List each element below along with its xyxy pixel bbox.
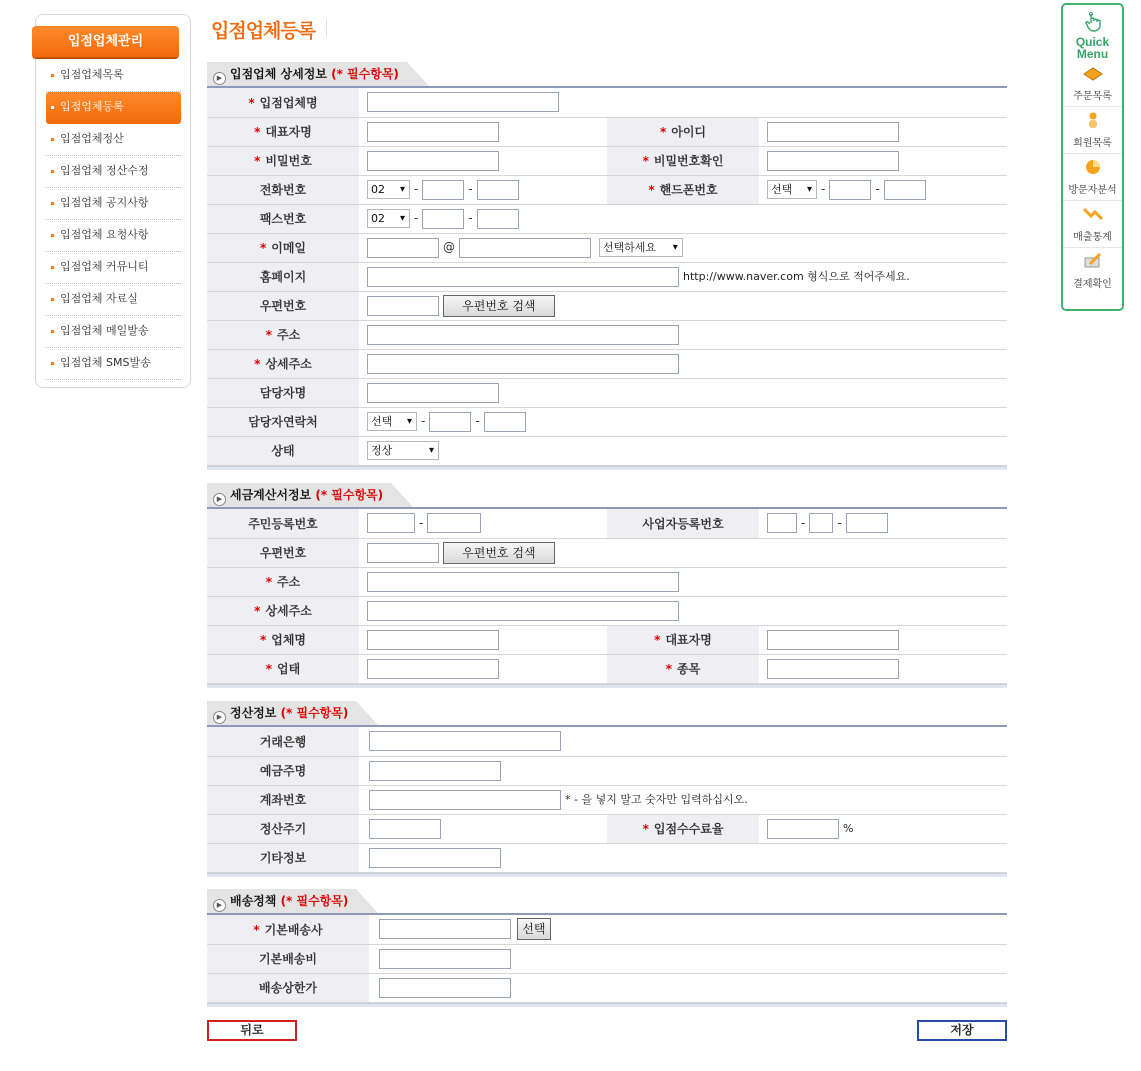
tax-section [207, 483, 1007, 688]
tax-ceo-input[interactable] [767, 630, 899, 650]
arrow-right-icon: ▶ [213, 899, 226, 912]
tax-section-tab [207, 483, 391, 507]
label-tax-zipcode: 우편번호 [207, 538, 359, 567]
resident-no-back-input[interactable] [427, 513, 481, 533]
bank-input[interactable] [369, 731, 561, 751]
label-business-type: * 업태 [207, 654, 359, 683]
sidebar-item-sms[interactable]: 입점업체 SMS발송 [46, 348, 181, 380]
required-note: (* 필수항목) [280, 894, 349, 908]
delivery-company-input[interactable] [379, 919, 511, 939]
label-mobile: * 핸드폰번호 [607, 175, 759, 204]
label-delivery-limit: 배송상한가 [207, 973, 369, 1002]
label-manager-contact: 담당자연락처 [207, 407, 359, 436]
page-title: 입점업체등록 [211, 20, 316, 42]
email-domain-select[interactable]: 선택하세요 ▾ [599, 238, 683, 257]
business-no-3-input[interactable] [846, 513, 888, 533]
label-address-detail: * 상세주소 [207, 349, 359, 378]
quick-menu-header [1063, 5, 1122, 60]
sidebar-item-archive[interactable]: 입점업체 자료실 [46, 284, 181, 316]
ceo-input[interactable] [367, 122, 499, 142]
title-divider [326, 20, 327, 36]
fax-last-input[interactable] [477, 209, 519, 229]
quick-menu-title-2: Menu [1076, 47, 1109, 61]
label-account: 계좌번호 [207, 785, 359, 814]
zipcode-search-button[interactable]: 우편번호 검색 [443, 295, 555, 317]
detail-section-tab [207, 62, 407, 86]
fee-input[interactable] [767, 819, 839, 839]
left-nav-title: 입점업체관리 [32, 26, 179, 57]
quick-menu [1061, 3, 1124, 311]
cycle-input[interactable] [369, 819, 441, 839]
label-resident-no: 주민등록번호 [207, 509, 359, 538]
label-cycle: 정산주기 [207, 814, 359, 843]
delivery-section [207, 889, 1007, 1007]
mobile-prefix-select[interactable]: 선택 ▾ [767, 180, 817, 199]
delivery-form-table [207, 915, 1007, 1003]
settle-section-title: 정산정보 [230, 706, 277, 720]
quick-item-members[interactable]: 회원목록 [1063, 111, 1122, 154]
password-confirm-input[interactable] [767, 151, 899, 171]
phone-last-input[interactable] [477, 180, 519, 200]
label-fee: * 입점수수료율 [607, 814, 759, 843]
label-manager: 담당자명 [207, 378, 359, 407]
label-delivery-fee: 기본배송비 [207, 944, 369, 973]
sidebar-item-request[interactable]: 입점업체 요청사항 [46, 220, 181, 252]
settle-section [207, 701, 1007, 877]
tax-zipcode-input[interactable] [367, 543, 439, 563]
label-business-item: * 종목 [607, 654, 759, 683]
label-fax: 팩스번호 [207, 204, 359, 233]
business-no-2-input[interactable] [809, 513, 833, 533]
label-phone: 전화번호 [207, 175, 359, 204]
label-tax-company: * 업체명 [207, 625, 359, 654]
label-zipcode: 우편번호 [207, 291, 359, 320]
fax-area-select[interactable]: 02 ▾ [367, 209, 410, 228]
mobile-last-input[interactable] [884, 180, 926, 200]
delivery-limit-input[interactable] [379, 978, 511, 998]
sidebar-item-vendor-settlement[interactable]: 입점업체정산 [46, 124, 181, 156]
company-name-input[interactable] [367, 92, 559, 112]
hand-pointer-icon [1082, 11, 1104, 33]
manager-last-input[interactable] [484, 412, 526, 432]
label-delivery-company: * 기본배송사 [207, 915, 369, 944]
save-button[interactable]: 저장 [917, 1020, 1007, 1041]
quick-item-orders[interactable]: 주문목록 [1063, 64, 1122, 107]
manager-name-input[interactable] [367, 383, 499, 403]
tax-address-detail-input[interactable] [367, 601, 679, 621]
arrow-right-icon: ▶ [213, 711, 226, 724]
tax-zipcode-search-button[interactable]: 우편번호 검색 [443, 542, 555, 564]
sales-icon [1082, 205, 1104, 223]
tax-company-input[interactable] [367, 630, 499, 650]
password-input[interactable] [367, 151, 499, 171]
sidebar-item-mail[interactable]: 입점업체 메일발송 [46, 316, 181, 348]
homepage-input[interactable] [367, 267, 679, 287]
zipcode-input[interactable] [367, 296, 439, 316]
left-nav-list [46, 60, 181, 380]
sidebar-item-settlement-edit[interactable]: 입점업체 정산수정 [46, 156, 181, 188]
address-input[interactable] [367, 325, 679, 345]
holder-input[interactable] [369, 761, 501, 781]
fee-unit: % [843, 822, 854, 835]
tax-form-table: 주민등록번호 - 사업자등록번호 - - 우편번호 우편번호 검색 * 주소 * 상세주소 * 업체명 * 대표자명 * 업태 * 종목 [207, 509, 1007, 684]
account-hint: * - 을 넣지 말고 숫자만 입력하십시오. [565, 793, 748, 806]
label-status: 상태 [207, 436, 359, 465]
detail-section [207, 62, 1007, 470]
label-address: * 주소 [207, 320, 359, 349]
required-note: (* 필수항목) [331, 67, 399, 81]
status-select[interactable]: 정상 ▾ [367, 441, 439, 460]
account-input[interactable] [369, 790, 561, 810]
manager-prefix-select[interactable]: 선택 ▾ [367, 412, 417, 431]
label-password-confirm: * 비밀번호확인 [607, 146, 759, 175]
label-holder: 예금주명 [207, 756, 359, 785]
sidebar-item-vendor-list[interactable]: 입점업체목록 [46, 60, 181, 92]
delivery-section-title: 배송정책 [230, 894, 277, 908]
back-button[interactable]: 뒤로 [207, 1020, 297, 1041]
delivery-company-select-button[interactable]: 선택 [517, 918, 551, 940]
arrow-right-icon: ▶ [213, 72, 226, 85]
email-id-input[interactable] [367, 238, 439, 258]
arrow-right-icon: ▶ [213, 493, 226, 506]
detail-section-header [207, 62, 1007, 86]
quick-item-payment[interactable]: 결제확인 [1063, 252, 1122, 294]
required-note: (* 필수항목) [280, 706, 349, 720]
label-homepage: 홈페이지 [207, 262, 359, 291]
label-bank: 거래은행 [207, 727, 359, 756]
settle-section-tab [207, 701, 356, 725]
fax-middle-input[interactable] [422, 209, 464, 229]
sidebar-item-community[interactable]: 입점업체 커뮤니티 [46, 252, 181, 284]
settle-form-table [207, 727, 1007, 873]
phone-area-select[interactable]: 02 ▾ [367, 180, 410, 199]
label-tax-address-detail: * 상세주소 [207, 596, 359, 625]
required-note: (* 필수항목) [315, 488, 384, 502]
quick-item-sales[interactable]: 매출통계 [1063, 205, 1122, 248]
label-ceo: * 대표자명 [207, 117, 359, 146]
manager-middle-input[interactable] [429, 412, 471, 432]
email-domain-input[interactable] [459, 238, 591, 258]
email-at-sign: @ [443, 240, 455, 254]
label-tax-ceo: * 대표자명 [607, 625, 759, 654]
label-business-no: 사업자등록번호 [607, 509, 759, 538]
member-icon [1082, 111, 1104, 129]
quick-menu-title-1: Quick [1075, 35, 1110, 49]
sidebar-item-notice[interactable]: 입점업체 공지사항 [46, 188, 181, 220]
homepage-hint: http://www.naver.com 형식으로 적어주세요. [683, 270, 910, 283]
business-no-1-input[interactable] [767, 513, 797, 533]
delivery-fee-input[interactable] [379, 949, 511, 969]
detail-section-title: 입점업체 상세정보 [230, 67, 327, 81]
label-company-name: * 입점업체명 [207, 88, 359, 117]
quick-item-visitors[interactable]: 방문자분석 [1063, 158, 1122, 201]
label-user-id: * 아이디 [607, 117, 759, 146]
address-detail-input[interactable] [367, 354, 679, 374]
visitor-icon [1082, 158, 1104, 176]
delivery-section-tab [207, 889, 356, 913]
tax-address-input[interactable] [367, 572, 679, 592]
tax-section-title: 세금계산서정보 [230, 488, 312, 502]
order-icon [1082, 64, 1104, 82]
mobile-middle-input[interactable] [829, 180, 871, 200]
label-etc: 기타정보 [207, 843, 359, 872]
payment-icon [1082, 252, 1104, 270]
sidebar-item-vendor-register[interactable]: 입점업체등록 [46, 92, 181, 124]
label-tax-address: * 주소 [207, 567, 359, 596]
detail-form-table: * 입점업체명 * 대표자명 * 아이디 * 비밀번호 * 비밀번호확인 전화번호 02 ▾ - - * 핸드폰번호 선택 ▾ - - 팩스번호 02 ▾ - - * 이메일 @ 선택하세요 ▾ 홈페이지 http://www.naver.com 형식으로 적어주세요. 우편번호 우편번호 검색 * 주소 * 상세주소 담당자명 담당자연락처 선택 ▾ - - 상태 정상 ▾ [207, 88, 1007, 466]
resident-no-front-input[interactable] [367, 513, 415, 533]
user-id-input[interactable] [767, 122, 899, 142]
etc-input[interactable] [369, 848, 501, 868]
business-type-input[interactable] [367, 659, 499, 679]
business-item-input[interactable] [767, 659, 899, 679]
label-email: * 이메일 [207, 233, 359, 262]
phone-middle-input[interactable] [422, 180, 464, 200]
label-password: * 비밀번호 [207, 146, 359, 175]
left-nav [35, 14, 191, 388]
